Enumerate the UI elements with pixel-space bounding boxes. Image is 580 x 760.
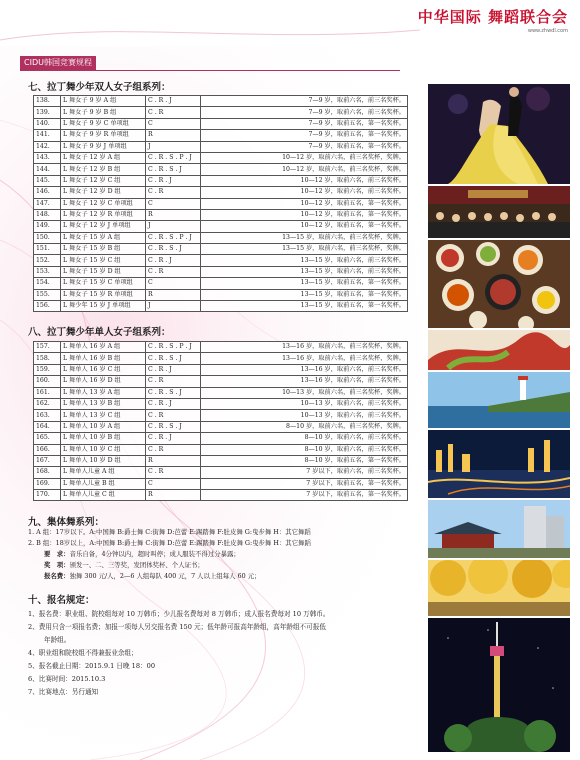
event-rule: 13—15 岁，取前六名，前三名奖杯。 — [201, 255, 408, 266]
event-dances: C . R . S . J — [146, 353, 201, 364]
event-dances: C . R . S . P . J — [146, 152, 201, 163]
event-rule: 8—10 岁，取前六名，前三名奖杯。 — [201, 433, 408, 444]
event-name: L 舞单人 16 岁 D 组 — [61, 376, 146, 387]
event-name: L 舞女子 12 岁 R 单项组 — [61, 209, 146, 220]
event-rule: 8—10 岁，取前六名，前三名奖杯，奖牌。 — [201, 421, 408, 432]
event-name: L 舞女子 12 岁 J 单项组 — [61, 221, 146, 232]
event-number: 149. — [34, 221, 61, 232]
logo-text: 中华国际 舞蹈联合会 — [417, 8, 568, 26]
event-dances: C . R — [146, 444, 201, 455]
event-dances: C — [146, 478, 201, 489]
event-name: L 舞女子 12 岁 C 组 — [61, 175, 146, 186]
event-dances: C — [146, 278, 201, 289]
photo-kimchi — [428, 330, 570, 370]
photo-korean-food — [428, 240, 570, 328]
event-dances: C . R . S . J — [146, 244, 201, 255]
event-name: L 舞单人 16 岁 A 组 — [61, 342, 146, 353]
table-row — [34, 221, 408, 232]
event-rule: 7—9 岁，取前五名，第一名奖杯。 — [201, 141, 408, 152]
event-name: L 舞女子 9 岁 B 组 — [61, 107, 146, 118]
section10-line-1: 1、报名费：职业组、院校组每对 10 万韩币；少儿报名费每对 8 万韩币；成人报名费每对 10 万韩币。 — [28, 610, 330, 618]
section9-line-2: 2. B 组：18岁以上，A:中国舞 B:爵士舞 C:街舞 D:芭蕾 E:踢踏舞 F:肚皮舞 G:曳步舞 H：其它舞蹈 — [28, 539, 311, 547]
event-dances: C . R . J — [146, 96, 201, 107]
event-rule: 13—15 岁，取前六名，前三名奖杯，奖牌。 — [201, 232, 408, 243]
event-name: L 舞单人 10 岁 C 组 — [61, 444, 146, 455]
table-row — [34, 421, 408, 432]
event-name: L 舞女子 9 岁 C 单项组 — [61, 118, 146, 129]
table-row — [34, 232, 408, 243]
event-dances: C . R . S . J — [146, 164, 201, 175]
table-row — [34, 289, 408, 300]
table-row — [34, 198, 408, 209]
section10-line-7: 7、比赛地点：另行通知 — [28, 688, 99, 696]
awards-label: 奖 项： — [44, 561, 70, 569]
event-rule: 13—16 岁，取前六名，前三名奖杯，奖牌。 — [201, 353, 408, 364]
section10-line-5: 5、报名截止日期：2015.9.1 日晚 18：00 — [28, 662, 156, 670]
table-row — [34, 152, 408, 163]
event-rule: 13—15 岁，取前五名，第一名奖杯。 — [201, 278, 408, 289]
event-dances: C . R . J — [146, 175, 201, 186]
table-row — [34, 364, 408, 375]
section10-heading: 十、报名规定： — [28, 595, 95, 606]
section10-line-3: 年龄组。 — [44, 636, 71, 644]
event-dances: C . R . J — [146, 398, 201, 409]
event-dances: J — [146, 141, 201, 152]
event-rule: 13—15 岁，取前五名，第一名奖杯。 — [201, 289, 408, 300]
event-number: 166. — [34, 444, 61, 455]
event-dances: C . R — [146, 376, 201, 387]
table-row — [34, 342, 408, 353]
table-row — [34, 455, 408, 466]
event-number: 139. — [34, 107, 61, 118]
event-name: L 舞女子 9 岁 R 单项组 — [61, 130, 146, 141]
event-rule: 7 岁以下，取前五名，第一名奖杯。 — [201, 490, 408, 501]
event-number: 153. — [34, 266, 61, 277]
section10-line-6: 6、比赛时间：2015.10.3 — [28, 675, 106, 683]
event-name: L 舞女子 15 岁 B 组 — [61, 244, 146, 255]
event-number: 150. — [34, 232, 61, 243]
event-name: L 舞女子 12 岁 A 组 — [61, 152, 146, 163]
photo-autumn-trees — [428, 560, 570, 616]
section9-heading: 九、集体舞系列： — [28, 517, 105, 528]
table-row — [34, 467, 408, 478]
event-number: 151. — [34, 244, 61, 255]
event-name: L 舞单人 10 岁 B 组 — [61, 433, 146, 444]
section10-line-4: 4、职业组和院校组不得兼报业余组； — [28, 649, 138, 657]
table-row — [34, 255, 408, 266]
table-row — [34, 376, 408, 387]
event-name: L 舞单人 10 岁 A 组 — [61, 421, 146, 432]
event-number: 168. — [34, 467, 61, 478]
event-dances: C — [146, 118, 201, 129]
event-number: 140. — [34, 118, 61, 129]
photo-banquet — [428, 186, 570, 238]
event-number: 148. — [34, 209, 61, 220]
logo — [418, 6, 568, 34]
table-row — [34, 187, 408, 198]
event-dances: C . R . S . J — [146, 387, 201, 398]
event-rule: 13—16 岁，取前六名，前三名奖杯。 — [201, 364, 408, 375]
event-dances: C . R . J — [146, 433, 201, 444]
table-row — [34, 244, 408, 255]
table-row — [34, 266, 408, 277]
event-number: 158. — [34, 353, 61, 364]
event-number: 164. — [34, 421, 61, 432]
section7-table — [33, 95, 408, 312]
section10-body — [28, 608, 330, 699]
event-name: L 舞单人 16 岁 B 组 — [61, 353, 146, 364]
event-dances: J — [146, 301, 201, 312]
event-dances: R — [146, 209, 201, 220]
event-number: 146. — [34, 187, 61, 198]
event-dances: C . R — [146, 266, 201, 277]
table-row — [34, 141, 408, 152]
event-number: 154. — [34, 278, 61, 289]
event-name: L 舞少年 15 岁 J 单项组 — [61, 301, 146, 312]
event-dances: C . R . J — [146, 255, 201, 266]
event-name: L 舞女子 9 岁 J 单项组 — [61, 141, 146, 152]
event-number: 144. — [34, 164, 61, 175]
photo-palace — [428, 500, 570, 558]
section8-table — [33, 341, 408, 501]
section-tab — [20, 56, 400, 71]
event-rule: 7—9 岁，取前六名，前三名奖杯。 — [201, 96, 408, 107]
section9-line-1: 1. A 组：17岁以下。A:中国舞 B:爵士舞 C:街舞 D:芭蕾 E:踢踏舞 F:肚皮舞 G:曳步舞 H：其它舞蹈 — [28, 528, 311, 536]
event-number: 159. — [34, 364, 61, 375]
table-row — [34, 118, 408, 129]
table-row — [34, 96, 408, 107]
requirements-label: 要 求： — [44, 550, 70, 558]
section10-line-2: 2、费用只含一项报名费；加报一项每人另交报名费 150 元；低年龄可报高年龄组，高年龄组不可报低 — [28, 623, 326, 631]
event-dances: R — [146, 130, 201, 141]
event-name: L 舞女子 12 岁 D 组 — [61, 187, 146, 198]
section9-fee — [28, 571, 311, 582]
event-rule: 10—12 岁，取前五名，第一名奖杯。 — [201, 209, 408, 220]
event-name: L 舞女子 15 岁 C 单项组 — [61, 278, 146, 289]
event-rule: 7 岁以下，取前六名，前三名奖杯。 — [201, 467, 408, 478]
event-dances: C . R . S . J — [146, 421, 201, 432]
event-rule: 13—16 岁，取前六名，前三名奖杯，奖牌。 — [201, 342, 408, 353]
event-name: L 舞女子 15 岁 C 组 — [61, 255, 146, 266]
event-rule: 13—15 岁，取前五名，第一名奖杯。 — [201, 301, 408, 312]
event-name: L 舞单人儿童 A 组 — [61, 467, 146, 478]
event-number: 167. — [34, 455, 61, 466]
table-row — [34, 301, 408, 312]
event-dances: C — [146, 198, 201, 209]
section8-heading: 八、拉丁舞少年单人女子组系列： — [28, 327, 171, 338]
event-dances: C . R . S . P . J — [146, 232, 201, 243]
event-name: L 舞女子 15 岁 R 单项组 — [61, 289, 146, 300]
table-row — [34, 209, 408, 220]
table-row — [34, 478, 408, 489]
event-number: 145. — [34, 175, 61, 186]
table-row — [34, 130, 408, 141]
table-row — [34, 398, 408, 409]
table-row — [34, 164, 408, 175]
event-dances: R — [146, 490, 201, 501]
event-number: 152. — [34, 255, 61, 266]
page-header — [0, 0, 580, 46]
event-rule: 13—16 岁，取前六名，前三名奖杯。 — [201, 376, 408, 387]
event-name: L 舞女子 15 岁 A 组 — [61, 232, 146, 243]
event-name: L 舞单人儿童 B 组 — [61, 478, 146, 489]
event-rule: 8—10 岁，取前六名，前三名奖杯。 — [201, 444, 408, 455]
event-number: 147. — [34, 198, 61, 209]
table-row — [34, 433, 408, 444]
event-name: L 舞单人 13 岁 C 组 — [61, 410, 146, 421]
event-number: 143. — [34, 152, 61, 163]
event-name: L 舞单人 10 岁 D 组 — [61, 455, 146, 466]
photo-lighthouse — [428, 372, 570, 428]
event-name: L 舞女子 12 岁 C 单项组 — [61, 198, 146, 209]
event-name: L 舞女子 9 岁 A 组 — [61, 96, 146, 107]
event-dances: C . R — [146, 467, 201, 478]
table-row — [34, 387, 408, 398]
event-name: L 舞女子 15 岁 D 组 — [61, 266, 146, 277]
event-rule: 8—10 岁，取前五名，第一名奖杯。 — [201, 455, 408, 466]
table-row — [34, 353, 408, 364]
event-dances: C . R — [146, 107, 201, 118]
event-number: 169. — [34, 478, 61, 489]
event-number: 156. — [34, 301, 61, 312]
event-rule: 10—12 岁，取前六名，前三名奖杯，奖牌。 — [201, 152, 408, 163]
table-row — [34, 444, 408, 455]
event-dances: R — [146, 289, 201, 300]
event-rule: 7—9 岁，取前五名，第一名奖杯。 — [201, 118, 408, 129]
event-rule: 10—13 岁，取前六名，前三名奖杯。 — [201, 398, 408, 409]
event-dances: J — [146, 221, 201, 232]
event-name: L 舞女子 12 岁 B 组 — [61, 164, 146, 175]
event-dances: C . R . J — [146, 364, 201, 375]
photo-city-night — [428, 430, 570, 498]
event-number: 163. — [34, 410, 61, 421]
event-rule: 10—12 岁，取前六名，前三名奖杯。 — [201, 175, 408, 186]
event-number: 142. — [34, 141, 61, 152]
event-rule: 7 岁以下，取前五名，第一名奖杯。 — [201, 478, 408, 489]
event-dances: C . R . S . P . J — [146, 342, 201, 353]
awards-text: 颁发一、二、三等奖，发团体奖杯、个人证书； — [69, 561, 204, 569]
table-row — [34, 410, 408, 421]
event-rule: 10—12 岁，取前五名，第一名奖杯。 — [201, 198, 408, 209]
header-decoration — [0, 0, 420, 46]
event-rule: 10—12 岁，取前六名，前三名奖杯，奖牌。 — [201, 164, 408, 175]
requirements-text: 音乐自备，4分钟以内，超时叫停；成人服装不得过分暴露； — [69, 550, 240, 558]
section9-requirements — [28, 549, 311, 560]
event-number: 138. — [34, 96, 61, 107]
section9-body — [28, 527, 311, 582]
event-rule: 10—12 岁，取前五名，第一名奖杯。 — [201, 221, 408, 232]
table-row — [34, 278, 408, 289]
event-rule: 10—12 岁，取前六名，前三名奖杯。 — [201, 187, 408, 198]
fee-text: 独舞 300 元/人，2—6 人组每队 400 元，7 人以上组每人 60 元； — [69, 572, 261, 580]
event-rule: 7—9 岁，取前六名，前三名奖杯。 — [201, 107, 408, 118]
logo-url: www.zhwdl.com — [527, 28, 568, 34]
event-number: 155. — [34, 289, 61, 300]
event-dances: C . R — [146, 410, 201, 421]
event-name: L 舞单人 16 岁 C 组 — [61, 364, 146, 375]
fee-label: 报名费： — [44, 572, 70, 580]
section-tab-label: CIDU韩国竞赛规程 — [20, 56, 96, 70]
table-row — [34, 107, 408, 118]
event-name: L 舞单人儿童 C 组 — [61, 490, 146, 501]
event-number: 141. — [34, 130, 61, 141]
event-name: L 舞单人 13 岁 B 组 — [61, 398, 146, 409]
event-name: L 舞单人 13 岁 A 组 — [61, 387, 146, 398]
event-dances: C . R — [146, 187, 201, 198]
event-rule: 10—13 岁，取前六名，前三名奖杯。 — [201, 410, 408, 421]
event-number: 165. — [34, 433, 61, 444]
event-dances: R — [146, 455, 201, 466]
event-number: 161. — [34, 387, 61, 398]
table-row — [34, 490, 408, 501]
event-number: 170. — [34, 490, 61, 501]
table-row — [34, 175, 408, 186]
event-number: 162. — [34, 398, 61, 409]
photo-column — [428, 84, 570, 754]
event-rule: 7—9 岁，取前五名，第一名奖杯。 — [201, 130, 408, 141]
section7-heading: 七、拉丁舞少年双人女子组系列： — [28, 82, 171, 93]
event-number: 157. — [34, 342, 61, 353]
photo-dance-couple — [428, 84, 570, 184]
event-rule: 10—13 岁，取前六名，前三名奖杯，奖牌。 — [201, 387, 408, 398]
photo-tower-night — [428, 618, 570, 752]
event-rule: 13—15 岁，取前六名，前三名奖杯。 — [201, 266, 408, 277]
section9-awards — [28, 560, 311, 571]
event-rule: 13—15 岁，取前六名，前三名奖杯，奖牌。 — [201, 244, 408, 255]
event-number: 160. — [34, 376, 61, 387]
